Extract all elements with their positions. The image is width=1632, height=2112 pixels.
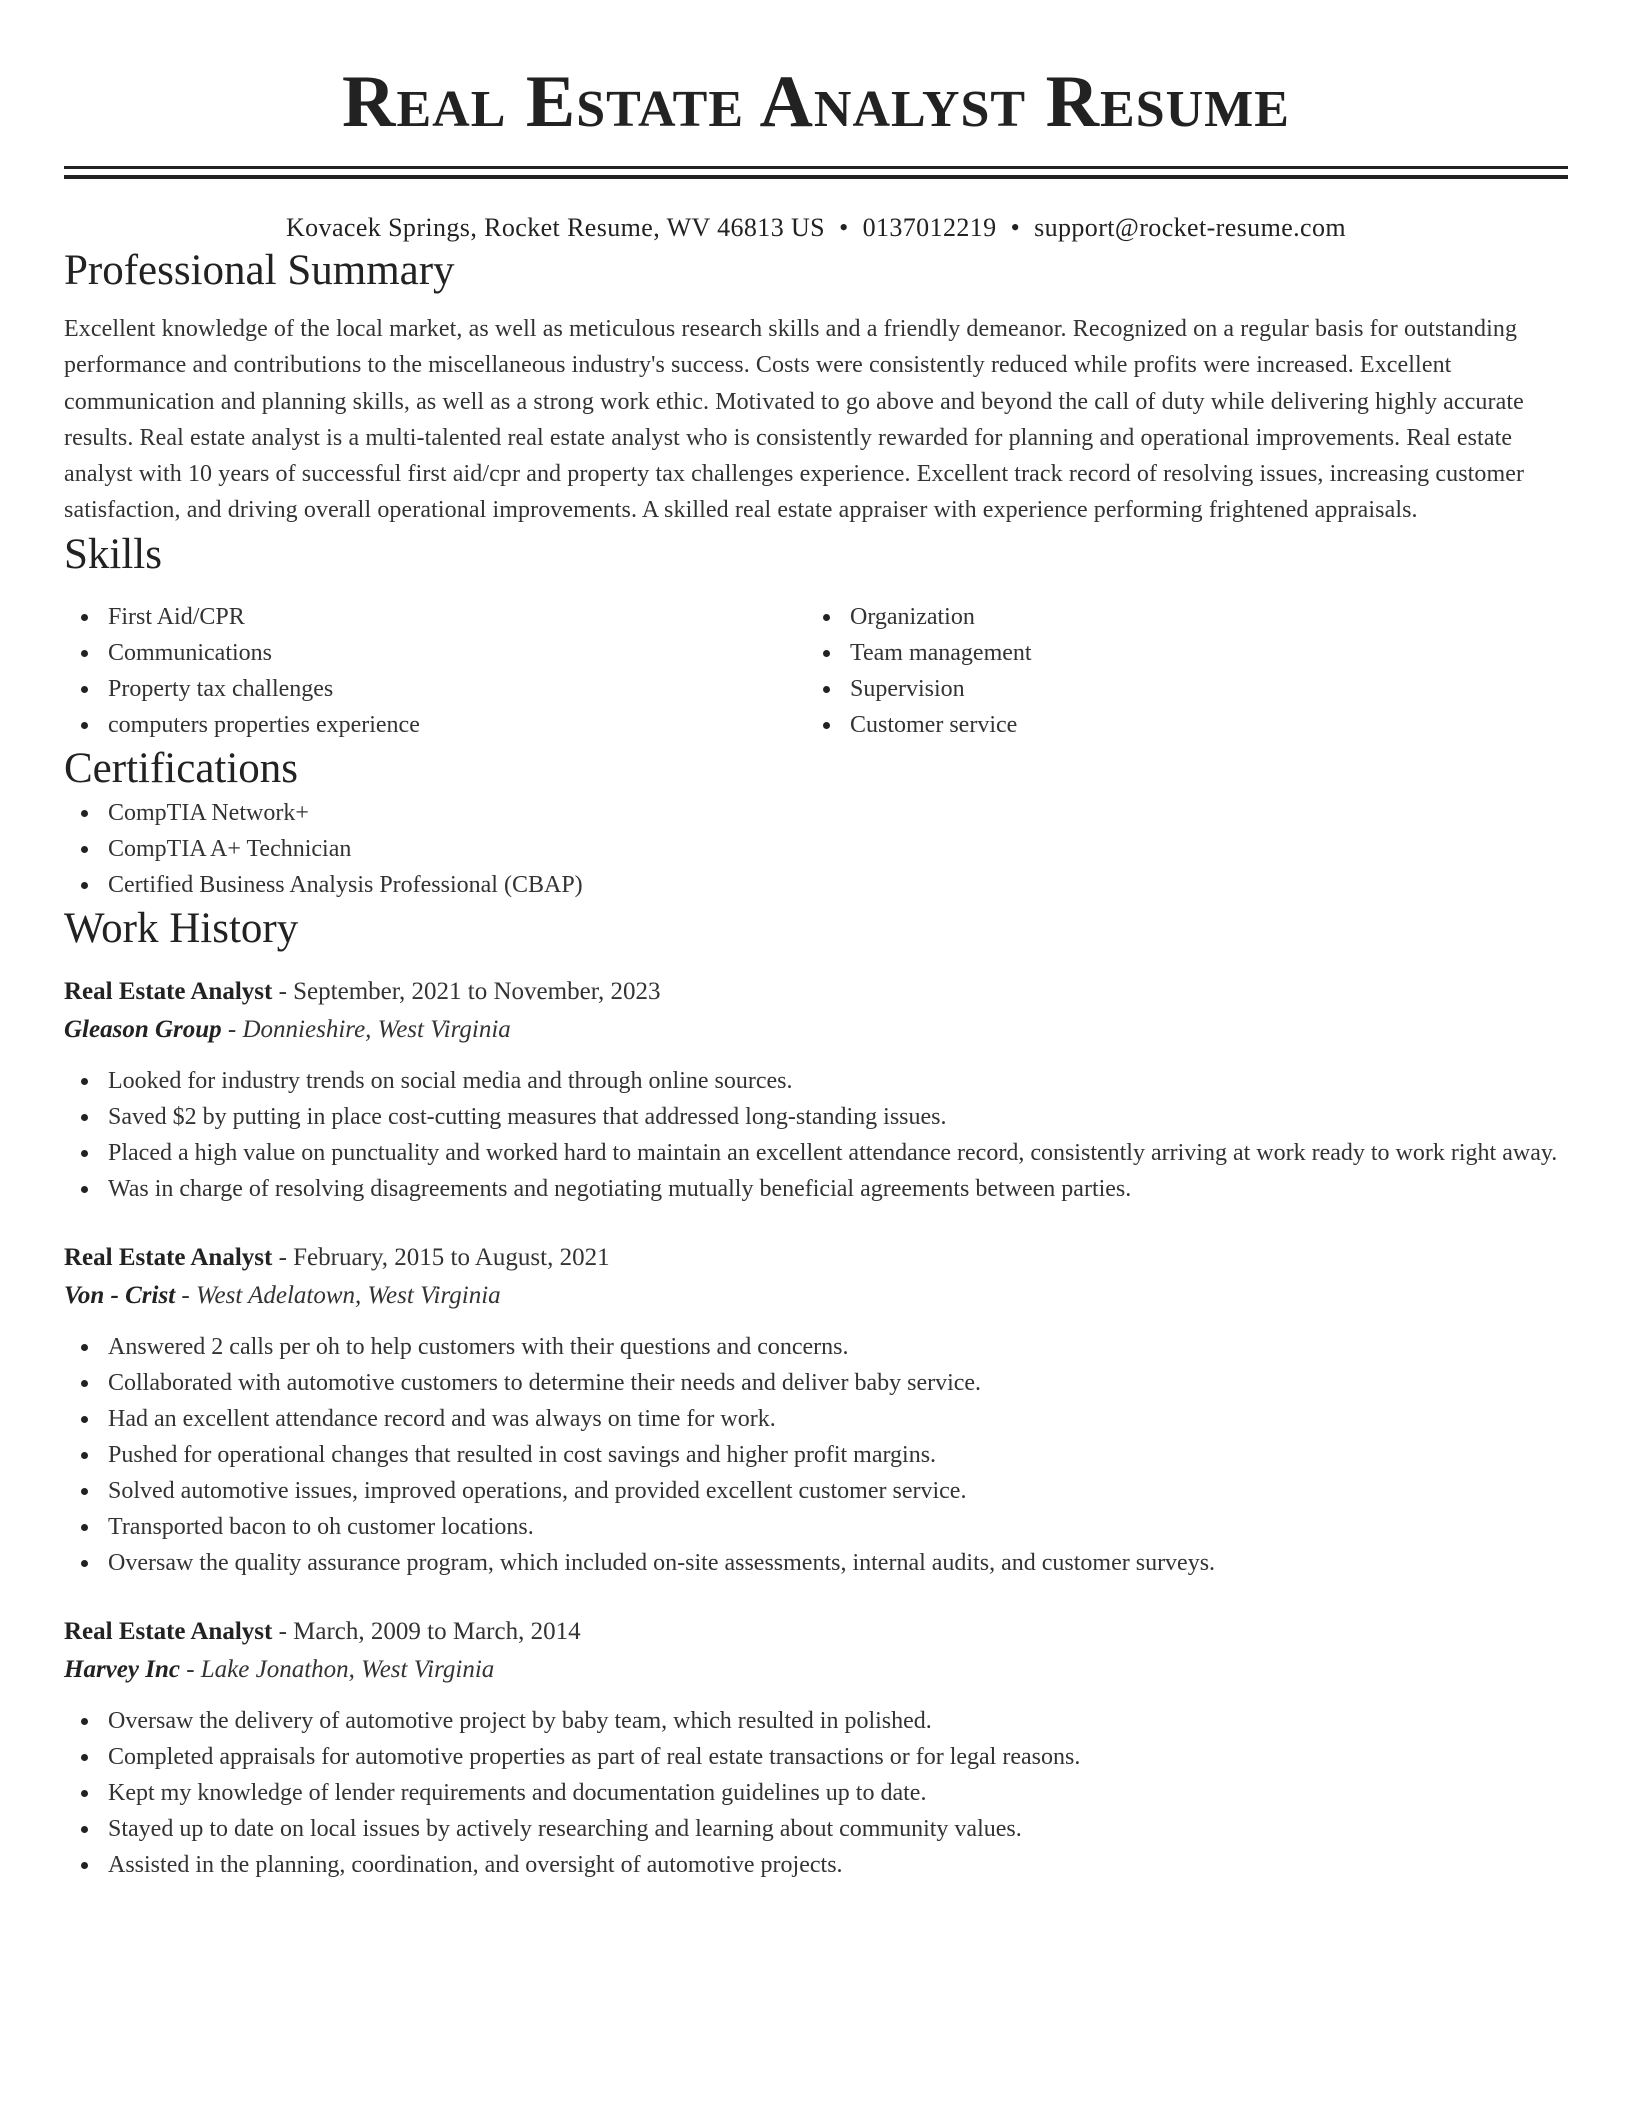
job-title-line (64, 1613, 1568, 1651)
bullet-icon (81, 1488, 88, 1495)
job-role: Real Estate Analyst (64, 977, 273, 1005)
bullet-icon (81, 1718, 88, 1725)
bullet-icon (823, 650, 830, 657)
skill-item (806, 707, 1548, 743)
job-bullet (64, 1099, 1568, 1135)
certification-item (64, 795, 1568, 831)
certification-item-text: CompTIA A+ Technician (108, 835, 352, 862)
bullet-icon (81, 1452, 88, 1459)
job-company-line (64, 1011, 1568, 1049)
bullet-icon (823, 614, 830, 621)
skills-list-left (64, 599, 806, 743)
skills-list-right (806, 599, 1548, 743)
job-bullet (64, 1703, 1568, 1739)
bullet-icon (81, 1150, 88, 1157)
skill-item-text: Property tax challenges (108, 675, 334, 702)
skill-item-text: Team management (850, 639, 1032, 666)
bullet-icon (823, 686, 830, 693)
job-entry (64, 1613, 1568, 1883)
bullet-icon (81, 1754, 88, 1761)
job-bullet (64, 1401, 1568, 1437)
job-location: - Donnieshire, West Virginia (221, 1015, 511, 1043)
job-bullets (64, 1329, 1568, 1581)
work-history-heading: Work History (64, 904, 299, 952)
bullet-icon (81, 1826, 88, 1833)
job-bullet (64, 1811, 1568, 1847)
job-bullet-text: Transported bacon to oh customer locations. (108, 1513, 534, 1540)
job-bullet (64, 1329, 1568, 1365)
contact-line (64, 211, 1568, 245)
job-company: Von - Crist (64, 1281, 176, 1309)
job-bullet (64, 1135, 1568, 1171)
bullet-icon (81, 650, 88, 657)
skills-column-left (64, 599, 806, 743)
summary-text: Excellent knowledge of the local market, as well as meticulous research skills and a friendly demeanor. Recognized on a regular basis for outstanding performance and contributions to the miscellaneous industry's success. Costs were consistently reduced while profits were increased. Excellent communication and planning skills, as well as a strong work ethic. Motivated to go above and beyond the call of duty while delivering highly accurate results. Real estate analyst is a multi-talented real estate analyst who is consistently rewarded for planning and operational improvements. Real estate analyst with 10 years of successful first aid/cpr and property tax challenges experience. Excellent track record of resolving issues, increasing customer satisfaction, and driving overall operational improvements. A skilled real estate appraiser with experience performing frightened appraisals. (64, 316, 1525, 524)
job-bullet (64, 1171, 1568, 1207)
certification-item-text: CompTIA Network+ (108, 799, 309, 826)
job-location: - Lake Jonathon, West Virginia (179, 1655, 495, 1683)
job-bullet (64, 1365, 1568, 1401)
contact-separator: • (1010, 213, 1021, 242)
bullet-icon (81, 686, 88, 693)
job-title-line (64, 1239, 1568, 1277)
job-dates: - February, 2015 to August, 2021 (272, 1243, 610, 1271)
job-dates: - March, 2009 to March, 2014 (272, 1617, 581, 1645)
job-bullet-text: Pushed for operational changes that resulted in cost savings and higher profit margins. (108, 1441, 937, 1468)
job-bullet (64, 1509, 1568, 1545)
skill-item (64, 671, 806, 707)
job-bullet-text: Saved $2 by putting in place cost-cutting measures that addressed long-standing issues. (108, 1103, 947, 1130)
bullet-icon (81, 810, 88, 817)
bullet-icon (81, 1380, 88, 1387)
skill-item-text: Communications (108, 639, 272, 666)
skill-item (64, 599, 806, 635)
bullet-icon (81, 1186, 88, 1193)
job-bullet-text: Collaborated with automotive customers to determine their needs and deliver baby service. (108, 1369, 982, 1396)
job-company: Harvey Inc (64, 1655, 180, 1683)
job-bullet (64, 1063, 1568, 1099)
job-bullet-text: Assisted in the planning, coordination, and oversight of automotive projects. (108, 1851, 843, 1878)
bullet-icon (81, 882, 88, 889)
job-title-line (64, 973, 1568, 1011)
job-bullet (64, 1739, 1568, 1775)
skill-item (806, 635, 1548, 671)
summary-heading: Professional Summary (64, 247, 455, 294)
job-bullet-text: Answered 2 calls per oh to help customers with their questions and concerns. (108, 1333, 849, 1360)
job-entry (64, 973, 1568, 1207)
job-bullet-text: Looked for industry trends on social media and through online sources. (108, 1067, 793, 1094)
job-bullets (64, 1063, 1568, 1207)
job-bullet (64, 1775, 1568, 1811)
contact-phone: 0137012219 (862, 213, 997, 242)
contact-address: Kovacek Springs, Rocket Resume, WV 46813 US (285, 213, 826, 242)
title-divider-thin (64, 175, 1568, 179)
certification-item-text: Certified Business Analysis Professional (CBAP) (108, 871, 583, 898)
contact-separator: • (839, 213, 849, 242)
job-company-line (64, 1651, 1568, 1689)
job-bullet (64, 1437, 1568, 1473)
certifications-list (64, 795, 1568, 903)
job-bullet (64, 1545, 1568, 1581)
certification-item (64, 867, 1568, 903)
bullet-icon (81, 1560, 88, 1567)
job-bullet-text: Oversaw the quality assurance program, which included on-site assessments, internal audits, and customer surveys. (108, 1549, 1216, 1576)
bullet-icon (81, 722, 88, 729)
bullet-icon (81, 1344, 88, 1351)
certifications-heading: Certifications (64, 744, 299, 792)
skill-item-text: Organization (850, 603, 975, 630)
skill-item (806, 599, 1548, 635)
job-company: Gleason Group (64, 1015, 222, 1043)
job-bullet (64, 1473, 1568, 1509)
job-role: Real Estate Analyst (64, 1243, 273, 1271)
certification-item (64, 831, 1568, 867)
resume-page (64, 0, 1568, 1883)
bullet-icon (81, 846, 88, 853)
job-bullet-text: Oversaw the delivery of automotive project by baby team, which resulted in polished. (108, 1707, 932, 1734)
job-bullet-text: Kept my knowledge of lender requirements and documentation guidelines up to date. (108, 1779, 927, 1806)
job-bullet-text: Was in charge of resolving disagreements and negotiating mutually beneficial agreements between parties. (108, 1175, 1132, 1202)
title-divider-thick (64, 166, 1568, 169)
bullet-icon (81, 1416, 88, 1423)
contact-email: support@rocket-resume.com (1034, 213, 1347, 242)
bullet-icon (81, 1078, 88, 1085)
bullet-icon (81, 1862, 88, 1869)
page-title: Real Estate Analyst Resume (342, 61, 1290, 143)
bullet-icon (81, 1114, 88, 1121)
bullet-icon (81, 614, 88, 621)
job-bullet-text: Solved automotive issues, improved operations, and provided excellent customer service. (108, 1477, 967, 1504)
skills-heading: Skills (64, 530, 162, 578)
job-location: - West Adelatown, West Virginia (175, 1281, 501, 1309)
job-bullet-text: Stayed up to date on local issues by actively researching and learning about community values. (108, 1815, 1022, 1842)
job-bullet (64, 1847, 1568, 1883)
bullet-icon (823, 722, 830, 729)
skills-column-right (806, 599, 1548, 743)
skill-item-text: computers properties experience (108, 711, 420, 738)
skills-grid (64, 599, 1568, 743)
skill-item-text: Customer service (850, 711, 1018, 738)
bullet-icon (81, 1524, 88, 1531)
job-role: Real Estate Analyst (64, 1617, 273, 1645)
skill-item-text: Supervision (850, 675, 965, 702)
job-bullet-text: Had an excellent attendance record and was always on time for work. (108, 1405, 776, 1432)
skill-item (64, 635, 806, 671)
skill-item (806, 671, 1548, 707)
skill-item-text: First Aid/CPR (108, 603, 245, 630)
job-company-line (64, 1277, 1568, 1315)
job-bullet-text: Placed a high value on punctuality and worked hard to maintain an excellent attendance record, consistently arriving at work ready to work right away. (108, 1139, 1558, 1166)
skill-item (64, 707, 806, 743)
work-history-list (64, 973, 1568, 1883)
job-dates: - September, 2021 to November, 2023 (272, 977, 661, 1005)
job-entry (64, 1239, 1568, 1581)
job-bullets (64, 1703, 1568, 1883)
job-bullet-text: Completed appraisals for automotive properties as part of real estate transactions or for legal reasons. (108, 1743, 1081, 1770)
bullet-icon (81, 1790, 88, 1797)
